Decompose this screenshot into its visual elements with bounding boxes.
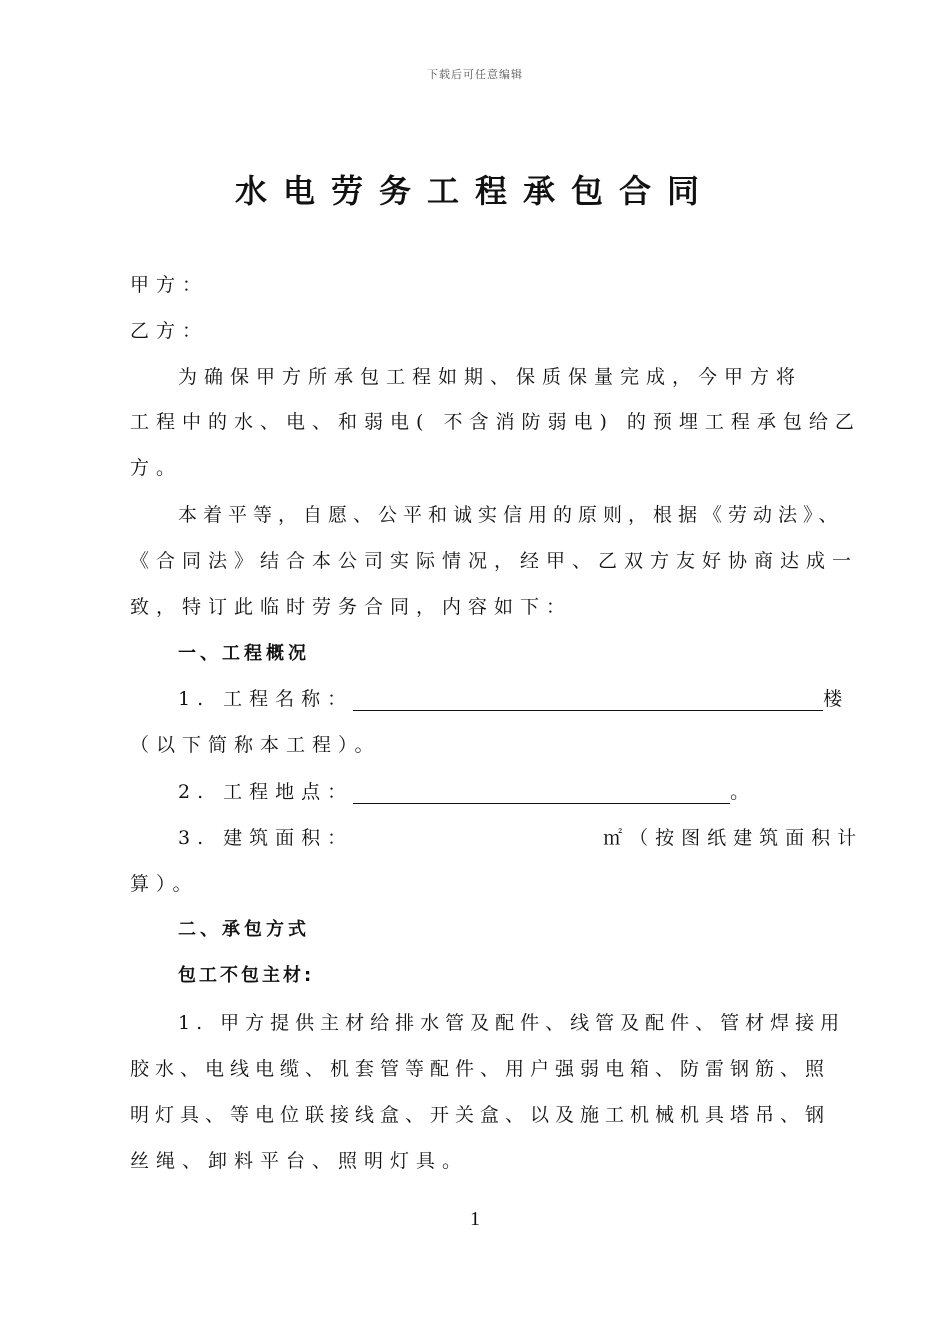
section-2-item-1-line-3: 明灯具、等电位联接线盒、开关盒、以及施工机械机具塔吊、钢 bbox=[130, 1104, 831, 1126]
section-2-item-1-line-2: 胶水、电线电缆、机套管等配件、用户强弱电箱、防雷钢筋、照 bbox=[130, 1058, 831, 1080]
page-number: 1 bbox=[470, 1208, 480, 1230]
document-title: 水电劳务工程承包合同 bbox=[234, 172, 715, 210]
intro-paragraph-1-line-1: 为确保甲方所承包工程如期、保质保量完成，今甲方将 bbox=[178, 366, 803, 388]
project-name-suffix: 楼 bbox=[823, 688, 850, 710]
building-area-label: 3. 建筑面积： bbox=[178, 827, 354, 849]
project-location-row bbox=[178, 769, 830, 815]
intro-paragraph-2-line-2: 《合同法》结合本公司实际情况，经甲、乙双方友好协商达成一 bbox=[130, 550, 859, 572]
section-2-item-1-line-1: 1. 甲方提供主材给排水管及配件、线管及配件、管材焊接用 bbox=[178, 1012, 846, 1034]
intro-paragraph-2-line-3: 致，特订此临时劳务合同，内容如下： bbox=[130, 596, 573, 618]
intro-paragraph-1-line-2: 工程中的水、电、和弱电( 不含消防弱电) 的预埋工程承包给乙 bbox=[130, 411, 861, 433]
project-location-blank bbox=[353, 779, 730, 804]
project-location-suffix: 。 bbox=[730, 781, 757, 803]
project-name-continuation: （以下简称本工程）。 bbox=[130, 734, 381, 756]
intro-paragraph-1-line-3: 方。 bbox=[130, 457, 183, 479]
building-area-row bbox=[178, 815, 864, 861]
section-1-heading: 一、工程概况 bbox=[178, 643, 310, 664]
intro-paragraph-2-line-1: 本着平等，自愿、公平和诚实信用的原则，根据《劳动法》、 bbox=[178, 504, 844, 526]
section-2-item-1-line-4: 丝绳、卸料平台、照明灯具。 bbox=[130, 1150, 469, 1172]
project-name-label: 1. 工程名称： bbox=[178, 688, 354, 710]
section-2-subheading: 包工不包主材: bbox=[178, 965, 315, 986]
header-watermark: 下载后可任意编辑 bbox=[427, 68, 523, 81]
building-area-continuation: 算）。 bbox=[130, 873, 199, 895]
party-b-label: 乙方： bbox=[130, 320, 209, 342]
section-2-heading: 二、承包方式 bbox=[178, 919, 310, 940]
party-a-label: 甲方： bbox=[130, 274, 209, 296]
building-area-suffix: ㎡（按图纸建筑面积计 bbox=[603, 827, 864, 849]
project-name-blank bbox=[353, 686, 823, 711]
project-name-row bbox=[178, 676, 850, 722]
project-location-label: 2. 工程地点： bbox=[178, 781, 354, 803]
